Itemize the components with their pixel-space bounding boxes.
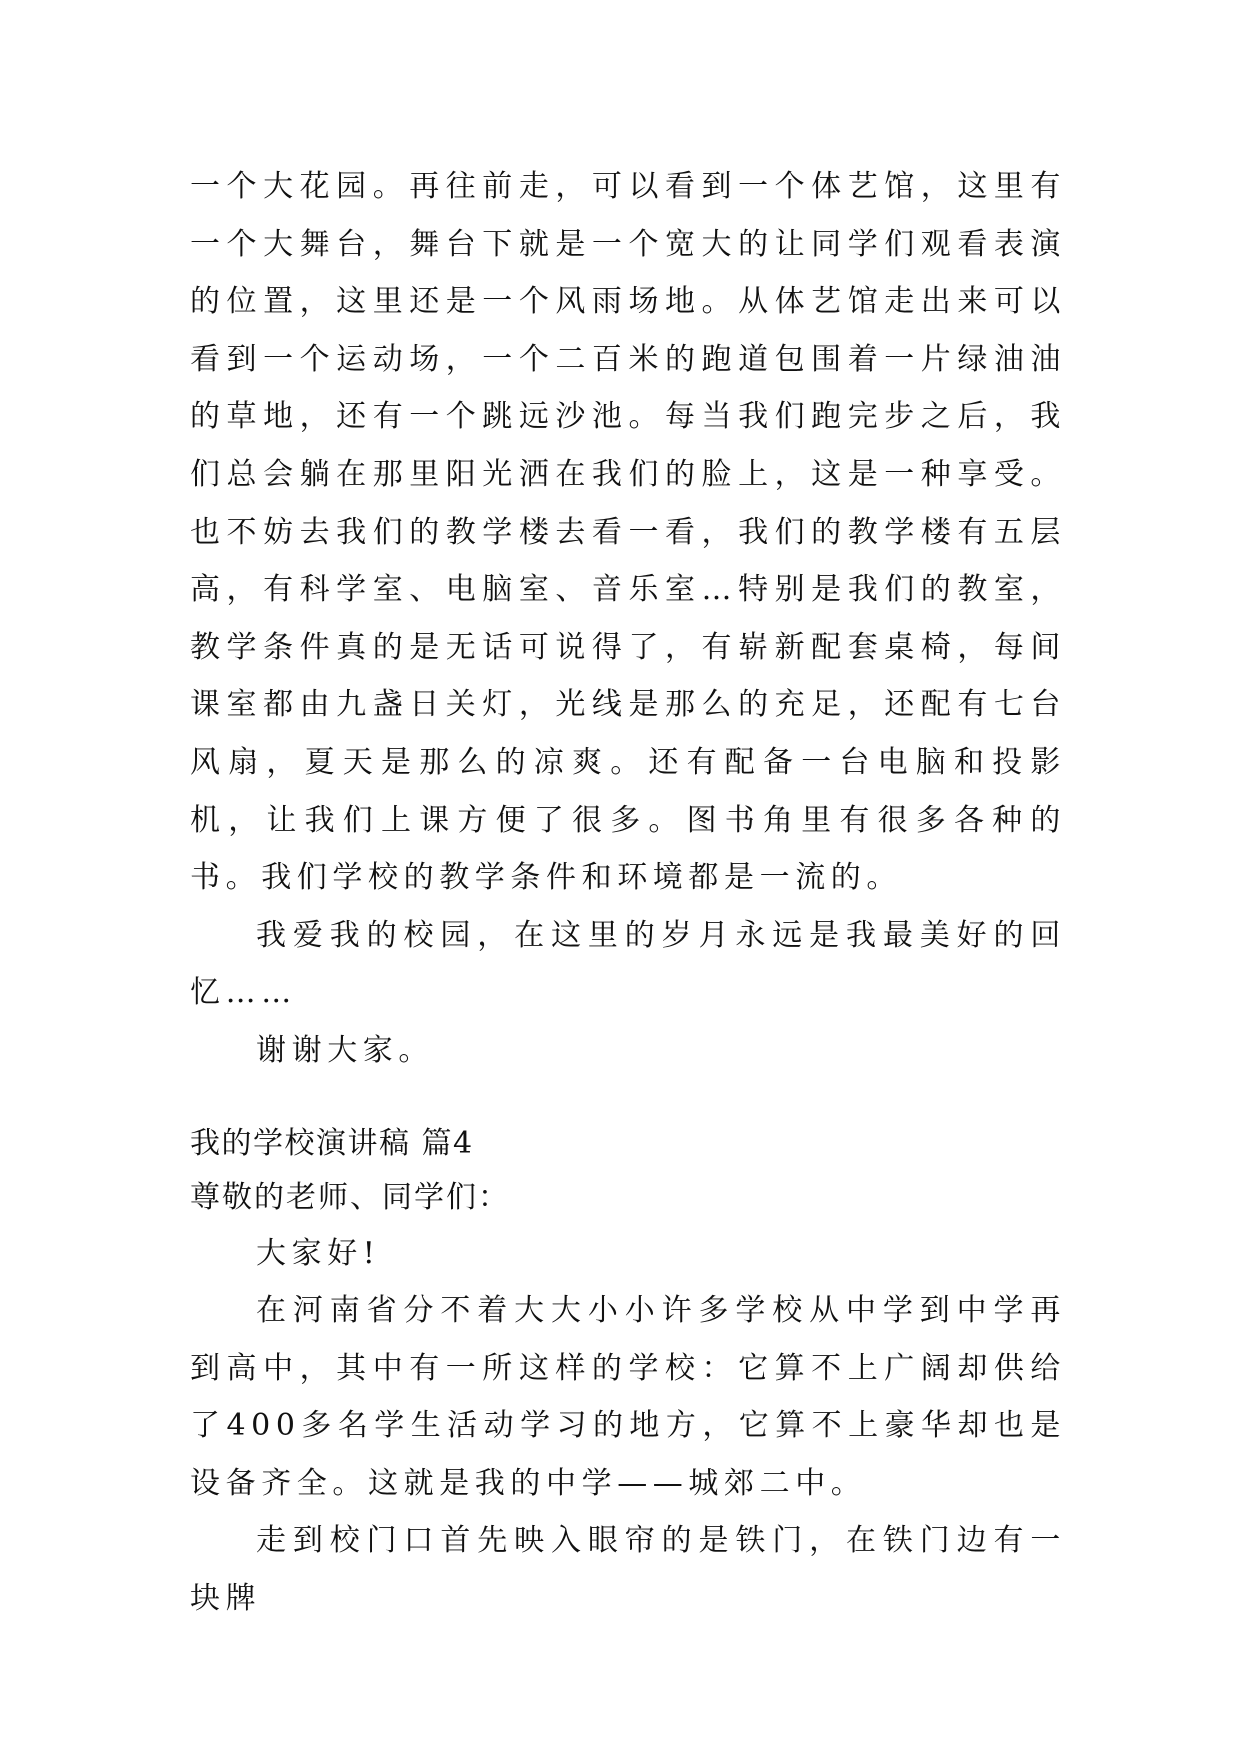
paragraph-thanks: 谢谢大家。 [256, 1032, 434, 1068]
paragraph-campus-tour: 一个大花园。再往前走，可以看到一个体艺馆，这里有一个大舞台，舞台下就是一个宽大的让同学们观看表演的位置，这里还是一个风雨场地。从体艺馆走出来可以看到一个运动场，一个二百米的跑道包围着一片绿油油的草地，还有一个跳远沙池。每当我们跑完步之后，我们总会躺在那里阳光洒在我们的脸上，这是一种享受。也不妨去我们的教学楼去看一看，我们的教学楼有五层高，有科学室、电脑室、音乐室…特别是我们的教室，教学条件真的是无话可说得了，有崭新配套桌椅，每间课室都由九盏日关灯，光线是那么的充足，还配有七台风扇，夏天是那么的凉爽。还有配备一台电脑和投影机，让我们上课方便了很多。图书角里有很多各种的书。我们学校的教学条件和环境都是一流的。 [190, 169, 1066, 896]
section-gap [190, 1080, 1066, 1117]
section-title: 我的学校演讲稿 篇4 [190, 1125, 474, 1161]
paragraph-love-campus: 我爱我的校园，在这里的岁月永远是我最美好的回忆…… [190, 917, 1066, 1011]
salutation: 尊敬的老师、同学们： [190, 1179, 510, 1215]
greeting: 大家好! [256, 1235, 381, 1271]
document-body [190, 158, 1066, 1628]
paragraph-school-intro: 在河南省分不着大大小小许多学校从中学到中学再到高中，其中有一所这样的学校：它算不上广阔却供给了400多名学生活动学习的地方，它算不上豪华却也是设备齐全。这就是我的中学——城郊二中。 [190, 1293, 1066, 1501]
paragraph-school-gate: 走到校门口首先映入眼帘的是铁门，在铁门边有一块牌 [190, 1523, 1066, 1617]
